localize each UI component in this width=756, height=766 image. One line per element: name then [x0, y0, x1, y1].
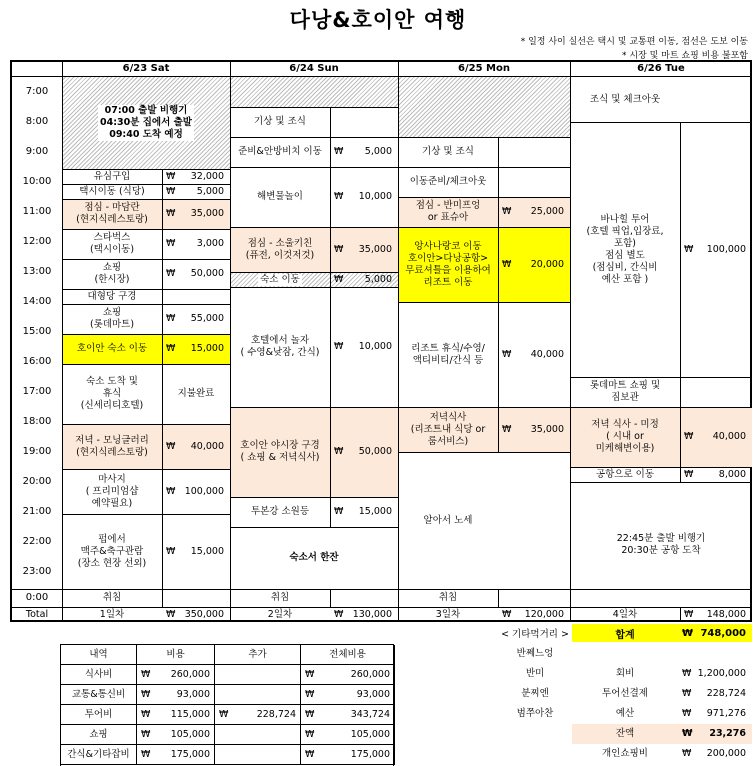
summary-row-total: ₩ 93,000 [301, 685, 395, 705]
mon-free: 알아서 노세 [423, 514, 473, 526]
sun-move-cost: ₩ 5,000 [330, 272, 398, 287]
grand-total-label: 합계 [615, 629, 635, 641]
summary-row-total: ₩ 105,000 [301, 725, 395, 745]
note-line-2: * 시장 및 마트 쇼핑 비용 불포함 [622, 51, 748, 61]
summary-row-cost: ₩ 260,000 [137, 665, 215, 685]
mon-hatch [398, 77, 570, 137]
mon-lunch-cost: ₩ 25,000 [498, 197, 570, 227]
budget-value: ₩ 23,276 [678, 724, 752, 744]
budget-value: ₩ 1,200,000 [682, 668, 746, 679]
etc-food-item: 반쩨느엉 [516, 648, 554, 659]
sun-beach-cost: ₩ 10,000 [334, 191, 392, 202]
summary-row-add [215, 665, 301, 685]
sat-flight-line-1: 07:00 출발 비행기 [104, 105, 188, 116]
etc-food-item: 분찌엔 [521, 688, 549, 699]
time-label: 13:00 [22, 266, 52, 277]
tue-total: 4일차 [612, 608, 638, 620]
sat-dinner-cost: ₩ 40,000 [162, 424, 230, 469]
summary-row-cost: ₩ 105,000 [137, 725, 215, 745]
sat-lotte: 쇼핑 (롯데마트) [89, 307, 135, 330]
summary-row-total: ₩ 260,000 [301, 665, 395, 685]
page-title: 다낭&호이안 여행 [289, 8, 467, 32]
sat-flight-line-2: 04:30분 집에서 출발 [100, 117, 192, 128]
schedule-grid [10, 60, 752, 622]
summary-row-name: 쇼핑 [61, 725, 137, 745]
sun-lunch-cost: ₩ 35,000 [330, 227, 398, 272]
time-label: 19:00 [22, 446, 52, 457]
sat-usim-cost: ₩ 32,000 [166, 170, 224, 182]
time-label: 21:00 [22, 506, 52, 517]
etc-food-item: 범쭈아찬 [516, 708, 554, 719]
mon-wake: 기상 및 조식 [422, 146, 474, 157]
time-label: 15:00 [22, 326, 52, 337]
sat-usim: 유심구입 [93, 170, 131, 182]
time-label: 10:00 [22, 176, 52, 187]
sat-total-cost: ₩ 350,000 [166, 608, 224, 620]
sat-taxi: 택시이동 (식당) [79, 185, 145, 197]
sat-starbucks: 스타벅스 (택시이동) [89, 232, 135, 255]
summary-row-add: ₩ 228,724 [215, 705, 301, 725]
sun-lantern-cost: ₩ 15,000 [334, 506, 392, 517]
time-label: 17:00 [22, 386, 52, 397]
time-label: 12:00 [22, 236, 52, 247]
budget-label: 투어선결제 [602, 688, 648, 699]
sat-lotte-cost: ₩ 55,000 [166, 313, 224, 324]
budget-label: 예산 [615, 708, 635, 719]
summary-row-name: 투어비 [61, 705, 137, 725]
budget-value: ₩ 200,000 [682, 748, 746, 759]
tue-flight: 22:45분 출발 비행기 20:30분 공항 도착 [616, 532, 706, 556]
sun-lantern: 투본강 소원등 [250, 506, 310, 517]
summary-header: 내역 [61, 645, 137, 665]
sun-move: 숙소 이동 [230, 272, 330, 287]
time-label: 0:00 [25, 592, 49, 603]
day-header-tue: 6/26 Tue [637, 63, 685, 74]
mon-transfer-cost: ₩ 20,000 [498, 227, 570, 302]
summary-row-cost: ₩ 93,000 [137, 685, 215, 705]
sat-massage: 마사지 ( 프리미엄샵 예약필요) [85, 473, 139, 509]
sat-hoian-move: 호이안 숙소 이동 [62, 334, 162, 364]
budget-value: ₩ 971,276 [682, 708, 746, 719]
day-header-mon: 6/25 Mon [458, 63, 510, 74]
sat-hoian-cost: ₩ 15,000 [162, 334, 230, 364]
sat-massage-cost: ₩ 100,000 [166, 485, 224, 497]
budget-label: 잔액 [572, 724, 678, 744]
sat-starbucks-cost: ₩ 3,000 [166, 238, 224, 249]
sun-lunch: 점심 - 소울키친 (퓨전, 이것저것) [230, 227, 330, 272]
summary-header: 추가 [215, 645, 301, 665]
mon-dinner: 저녁식사 (리조트내 식당 or 룸서비스) [398, 407, 498, 452]
sat-bigc: 대형당 구경 [87, 290, 137, 302]
sat-arrive: 숙소 도착 및 휴식 (신세리티호텔) [80, 376, 144, 411]
tue-airport: 공항으로 이동 [595, 468, 655, 480]
mon-transfer: 앙사나랑코 이동 호이안>다낭공항> 무료셔틀을 이용하여 리조트 이동 [398, 227, 498, 302]
time-label: 18:00 [22, 416, 52, 427]
summary-table [60, 644, 394, 766]
time-label: 20:00 [22, 476, 52, 487]
summary-row-name: 교통&통신비 [61, 685, 137, 705]
sun-wake: 기상 및 조식 [254, 116, 306, 127]
mon-resort-cost: ₩ 40,000 [502, 348, 564, 360]
sun-drink: 숙소서 한잔 [289, 552, 339, 563]
etc-food-label: < 기타먹거리 > [501, 629, 569, 640]
sun-hotel-cost: ₩ 10,000 [334, 341, 392, 352]
tue-airport-cost: ₩ 8,000 [684, 468, 746, 480]
sun-beach: 해변물놀이 [257, 191, 303, 202]
tue-total-cost: ₩ 148,000 [684, 608, 746, 620]
time-label: 9:00 [25, 146, 49, 157]
sat-taxi-cost: ₩ 5,000 [166, 185, 224, 197]
sun-hatch [230, 77, 398, 107]
budget-label: 개인쇼핑비 [602, 748, 648, 759]
tue-banahill: 바나힐 투어 (호텔 픽업,입장료, 포함) 점심 별도 (점심비, 간식비 예산 포함 ) [586, 213, 664, 285]
summary-row-name: 간식&기타잡비 [61, 745, 137, 765]
sun-total-cost: ₩ 130,000 [334, 608, 392, 620]
budget-label: 회비 [615, 668, 635, 679]
summary-row-add [215, 725, 301, 745]
summary-header: 전체비용 [301, 645, 395, 665]
sat-total: 1일차 [99, 608, 125, 620]
sat-pub-cost: ₩ 15,000 [166, 545, 224, 557]
etc-food-item: 반미 [525, 668, 545, 679]
time-label: 7:00 [25, 86, 49, 97]
tue-dinner: 저녁 식사 - 미정 ( 시내 or 미케해변이용) [570, 407, 680, 467]
time-label: 22:00 [22, 536, 52, 547]
sat-dinner: 저녁 - 모닝글러리 (현지식레스토랑) [62, 424, 162, 469]
sat-pub: 펍에서 맥주&축구관람 (장소 현장 선외) [77, 533, 147, 569]
mon-dinner-cost: ₩ 35,000 [498, 407, 570, 452]
time-label: 23:00 [22, 566, 52, 577]
summary-row-add [215, 745, 301, 765]
mon-checkout: 이동준비/체크아웃 [409, 176, 487, 187]
sun-total: 2일차 [267, 608, 293, 620]
day-header-sat: 6/23 Sat [122, 63, 170, 74]
sat-sleep: 취침 [102, 592, 122, 603]
summary-row-name: 식사비 [61, 665, 137, 685]
time-label: 14:00 [22, 296, 52, 307]
grand-total-cost: ₩ 748,000 [682, 627, 746, 639]
sun-night-cost: ₩ 50,000 [330, 407, 398, 497]
summary-row-total: ₩ 175,000 [301, 745, 395, 765]
sat-flight-cell [62, 77, 230, 169]
tue-dinner-cost: ₩ 40,000 [680, 407, 752, 467]
summary-row-total: ₩ 343,724 [301, 705, 395, 725]
sat-paid: 지불완료 [177, 388, 215, 399]
sun-night-market: 호이안 야시장 구경 ( 쇼핑 & 저녁식사) [230, 407, 330, 497]
summary-row-cost: ₩ 175,000 [137, 745, 215, 765]
sun-hotel: 호텔에서 놀자 ( 수영&낮잠, 간식) [240, 335, 320, 358]
grand-total [572, 624, 752, 642]
tue-checkout: 조식 및 체크아웃 [589, 93, 661, 105]
day-header-sun: 6/24 Sun [289, 63, 339, 74]
summary-header: 비용 [137, 645, 215, 665]
time-label: 16:00 [22, 356, 52, 367]
tue-banahill-cost: ₩ 100,000 [684, 243, 746, 255]
sun-prep-cost: ₩ 5,000 [334, 146, 392, 157]
summary-row-add [215, 685, 301, 705]
summary-row-cost: ₩ 115,000 [137, 705, 215, 725]
time-label: 8:00 [25, 116, 49, 127]
budget-value: ₩ 228,724 [682, 688, 746, 699]
total-row-label: Total [25, 608, 49, 620]
sat-flight-line-3: 09:40 도착 예정 [109, 129, 183, 140]
mon-total-cost: ₩ 120,000 [502, 608, 564, 620]
time-label: 11:00 [22, 206, 52, 217]
mon-total: 3일차 [435, 608, 461, 620]
sun-prep: 준비&안방비치 이동 [238, 146, 322, 157]
mon-resort: 리조트 휴식/수영/ 액티비티/간식 등 [411, 342, 485, 366]
sat-shop: 쇼핑 (한시장) [94, 262, 130, 285]
note-line-1: * 일정 사이 실선은 택시 및 교통편 이동, 점선은 도보 이동 [520, 37, 748, 47]
mon-lunch: 점심 - 반미프엉 or 표슈아 [398, 197, 498, 227]
budget-panel [498, 644, 752, 766]
tue-lotte: 롯데마트 쇼핑 및 짐보관 [589, 380, 661, 403]
sun-sleep: 취침 [270, 592, 290, 603]
sat-lunch: 점심 - 마담란 (현지식레스토랑) ₩ 35,000 [62, 199, 230, 229]
mon-sleep: 취침 [438, 592, 458, 603]
sat-shop-cost: ₩ 50,000 [166, 268, 224, 279]
